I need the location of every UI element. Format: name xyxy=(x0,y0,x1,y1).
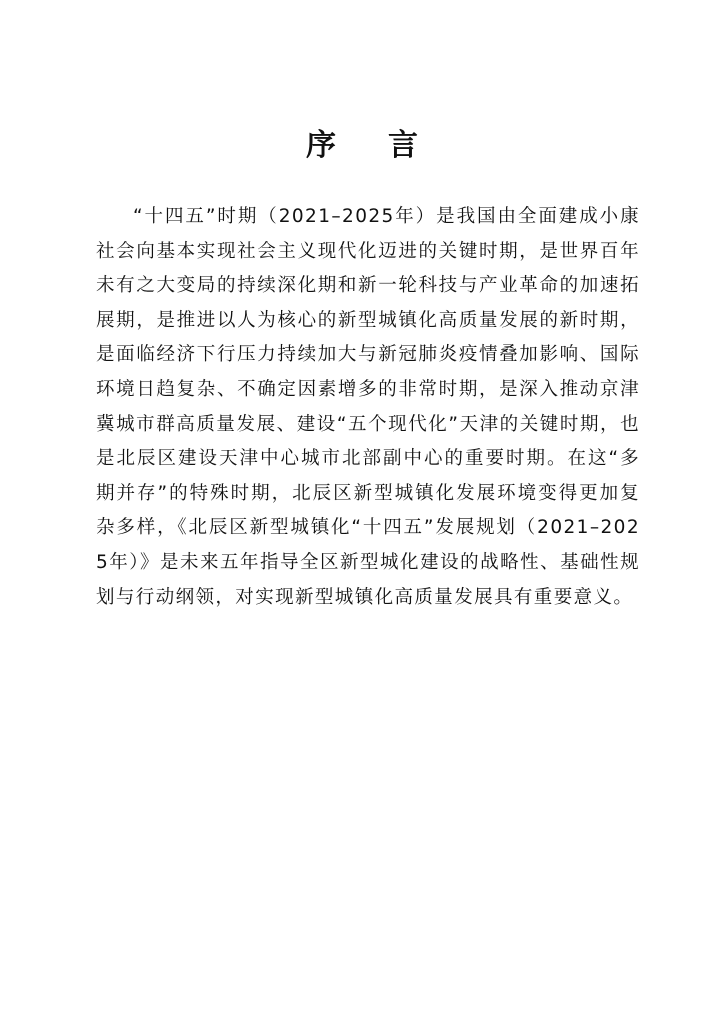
title-char-2: 言 xyxy=(388,128,418,163)
title-char-1: 序 xyxy=(306,128,336,163)
preface-paragraph: “十四五”时期（2021–2025年）是我国由全面建成小康社会向基本实现社会主义现代化迈进的关键时期，是世界百年未有之大变局的持续深化期和新一轮科技与产业革命的加速拓展期，是推进以人为核心的新型城镇化高质量发展的新时期，是面临经济下行压力持续加大与新冠肺炎疫情叠加影响、国际环境日趋复杂、不确定因素增多的非常时期，是深入推动京津冀城市群高质量发展、建设“五个现代化”天津的关键时期，也是北辰区建设天津中心城市北部副中心的重要时期。在这“多期并存”的特殊时期，北辰区新型城镇化发展环境变得更加复杂多样，《北辰区新型城镇化“十四五”发展规划（2021–2025年）》是未来五年指导全区新型城化建设的战略性、基础性规划与行动纲领，对实现新型城镇化高质量发展具有重要意义。 xyxy=(96,206,640,608)
page-title xyxy=(0,124,724,168)
